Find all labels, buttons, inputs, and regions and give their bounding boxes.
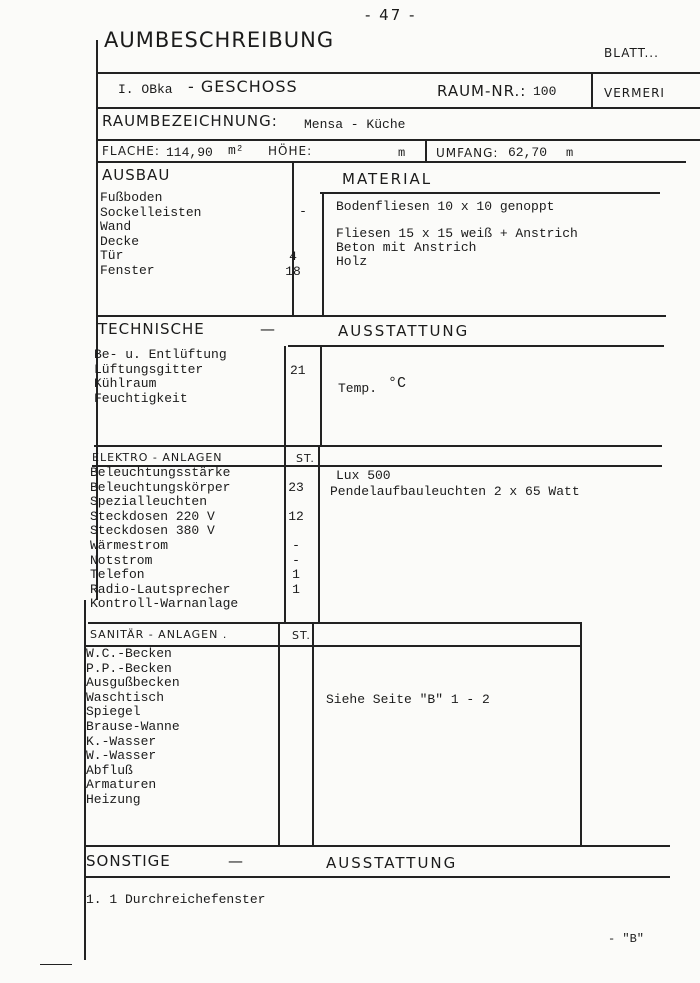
ausbau-qty-col xyxy=(288,205,318,220)
list-item: K.-Wasser xyxy=(86,733,157,749)
qty: 21 xyxy=(290,363,306,378)
list-item: Wärmestrom xyxy=(90,537,169,553)
list-item: W.-Wasser xyxy=(86,748,157,764)
flaeche-label: FLACHE: xyxy=(102,144,160,158)
qty xyxy=(281,495,311,510)
floor-value: I. OBka xyxy=(118,82,173,97)
list-item: Wand xyxy=(100,219,132,235)
qty: 18 xyxy=(285,263,301,279)
qty: 4 xyxy=(289,249,297,264)
qty xyxy=(281,597,311,612)
qty: - xyxy=(292,537,300,553)
qty: 1 xyxy=(292,581,300,597)
list-item: Spiegel xyxy=(86,704,141,720)
flaeche-value: 114,90 xyxy=(166,145,213,160)
rule xyxy=(88,622,582,624)
rule xyxy=(84,845,670,847)
list-item: Beleuchtungsstärke xyxy=(90,465,231,480)
qty: - xyxy=(292,552,300,568)
material-tuer: Holz xyxy=(336,254,368,269)
list-item: Kontroll-Warnanlage xyxy=(90,596,239,612)
qty: 1 xyxy=(292,567,300,583)
ausbau-header: AUSBAU xyxy=(102,166,171,184)
list-item: Fußboden xyxy=(100,190,163,205)
umfang-unit: m xyxy=(566,146,574,160)
list-item: Waschtisch xyxy=(86,689,165,705)
list-item: Tür xyxy=(100,248,124,264)
list-item: P.P.-Becken xyxy=(86,660,172,676)
page-number: - 47 - xyxy=(365,6,417,24)
raumbezeichnung-value: Mensa - Küche xyxy=(304,117,406,132)
list-item: Fenster xyxy=(100,262,155,278)
elektro-header: ELEKTRO - ANLAGEN xyxy=(92,451,223,464)
list-item: Abfluß xyxy=(86,762,133,778)
sanitaer-list xyxy=(86,647,180,808)
temp-text: Temp. xyxy=(338,381,378,396)
list-item: Lüftungsgitter xyxy=(94,361,204,377)
list-item: Feuchtigkeit xyxy=(94,390,188,406)
qty xyxy=(281,466,311,481)
sanitaer-st-header: ST. xyxy=(292,629,311,642)
hoehe-label: HÖHE: xyxy=(268,144,313,158)
raum-nr-value: 100 xyxy=(533,84,557,99)
rule xyxy=(98,107,700,109)
rule xyxy=(312,623,314,845)
rule xyxy=(278,623,280,845)
temp-unit: °C xyxy=(388,375,407,392)
technische-ausstattung-header: AUSSTATTUNG xyxy=(338,322,470,340)
rule xyxy=(98,315,666,317)
rule xyxy=(580,623,582,845)
list-item: Armaturen xyxy=(86,777,157,793)
ausbau-qty-col-2 xyxy=(278,250,308,279)
list-item: Notstrom xyxy=(90,552,153,568)
umfang-value: 62,70 xyxy=(508,145,548,160)
rule xyxy=(94,445,662,447)
footer-mark: - "B" xyxy=(608,932,645,946)
elektro-qty-col xyxy=(281,466,311,612)
vermerk-label: VERMERI xyxy=(604,86,665,100)
material-fussboden: Bodenfliesen 10 x 10 genoppt xyxy=(336,199,555,214)
rule xyxy=(98,161,686,163)
page-title: AUMBESCHREIBUNG xyxy=(104,28,335,52)
list-item: Ausgußbecken xyxy=(86,675,180,691)
qty: - xyxy=(299,204,307,219)
qty: 12 xyxy=(288,508,304,524)
list-item: Sockelleisten xyxy=(100,204,202,220)
rule xyxy=(591,72,593,108)
umfang-label: UMFANG: xyxy=(436,146,499,160)
list-item: Steckdosen 380 V xyxy=(90,523,215,539)
list-item: W.C.-Becken xyxy=(86,646,172,661)
rule xyxy=(288,345,664,347)
elektro-list xyxy=(90,466,238,612)
technische-dash: — xyxy=(260,320,276,338)
rule xyxy=(320,192,660,194)
list-item: Be- u. Entlüftung xyxy=(94,347,227,362)
blatt-label: BLATT... xyxy=(604,46,659,60)
leuchten-text: Pendelaufbauleuchten 2 x 65 Watt xyxy=(330,484,580,499)
raumbezeichnung-label: RAUMBEZEICHNUNG: xyxy=(102,112,278,130)
material-decke: Beton mit Anstrich xyxy=(336,240,477,255)
hoehe-unit: m xyxy=(398,146,406,160)
list-item: Spezialleuchten xyxy=(90,494,208,510)
rule xyxy=(425,140,427,162)
material-header: MATERIAL xyxy=(342,170,433,188)
rule xyxy=(292,162,294,316)
technische-list xyxy=(94,348,227,406)
rule xyxy=(318,446,320,622)
list-item: Beleuchtungskörper xyxy=(90,479,231,495)
rule xyxy=(320,346,322,446)
rule xyxy=(98,72,700,74)
flaeche-unit: m² xyxy=(228,143,244,158)
material-wand: Fliesen 15 x 15 weiß + Anstrich xyxy=(336,226,578,241)
sonstige-dash: — xyxy=(228,852,244,870)
list-item: Steckdosen 220 V xyxy=(90,508,215,524)
sanitaer-note: Siehe Seite "B" 1 - 2 xyxy=(326,692,490,707)
list-item: Heizung xyxy=(86,791,141,807)
elektro-st-header: ST. xyxy=(296,452,315,465)
raum-nr-label: RAUM-NR.: xyxy=(437,82,527,100)
qty xyxy=(281,524,311,539)
rule xyxy=(322,193,324,315)
list-item: 1. 1 Durchreichefenster xyxy=(86,892,266,907)
sonstige-header: SONSTIGE xyxy=(86,852,171,870)
list-item: Brause-Wanne xyxy=(86,718,180,734)
list-item: Decke xyxy=(100,233,140,249)
lux-text: Lux 500 xyxy=(336,468,391,483)
rule xyxy=(284,346,286,446)
qty: 23 xyxy=(288,479,304,495)
sonstige-ausstattung-header: AUSSTATTUNG xyxy=(326,854,458,872)
list-item: Kühlraum xyxy=(94,376,157,392)
floor-label: - GESCHOSS xyxy=(188,77,298,96)
ausbau-list xyxy=(100,191,201,279)
rule xyxy=(84,876,670,878)
sanitaer-header: SANITÄR - ANLAGEN . xyxy=(90,628,228,641)
list-item: Radio-Lautsprecher xyxy=(90,581,231,597)
scan-mark xyxy=(40,964,72,965)
rule xyxy=(98,139,700,141)
list-item: Telefon xyxy=(90,567,145,583)
technische-header: TECHNISCHE xyxy=(98,320,205,338)
